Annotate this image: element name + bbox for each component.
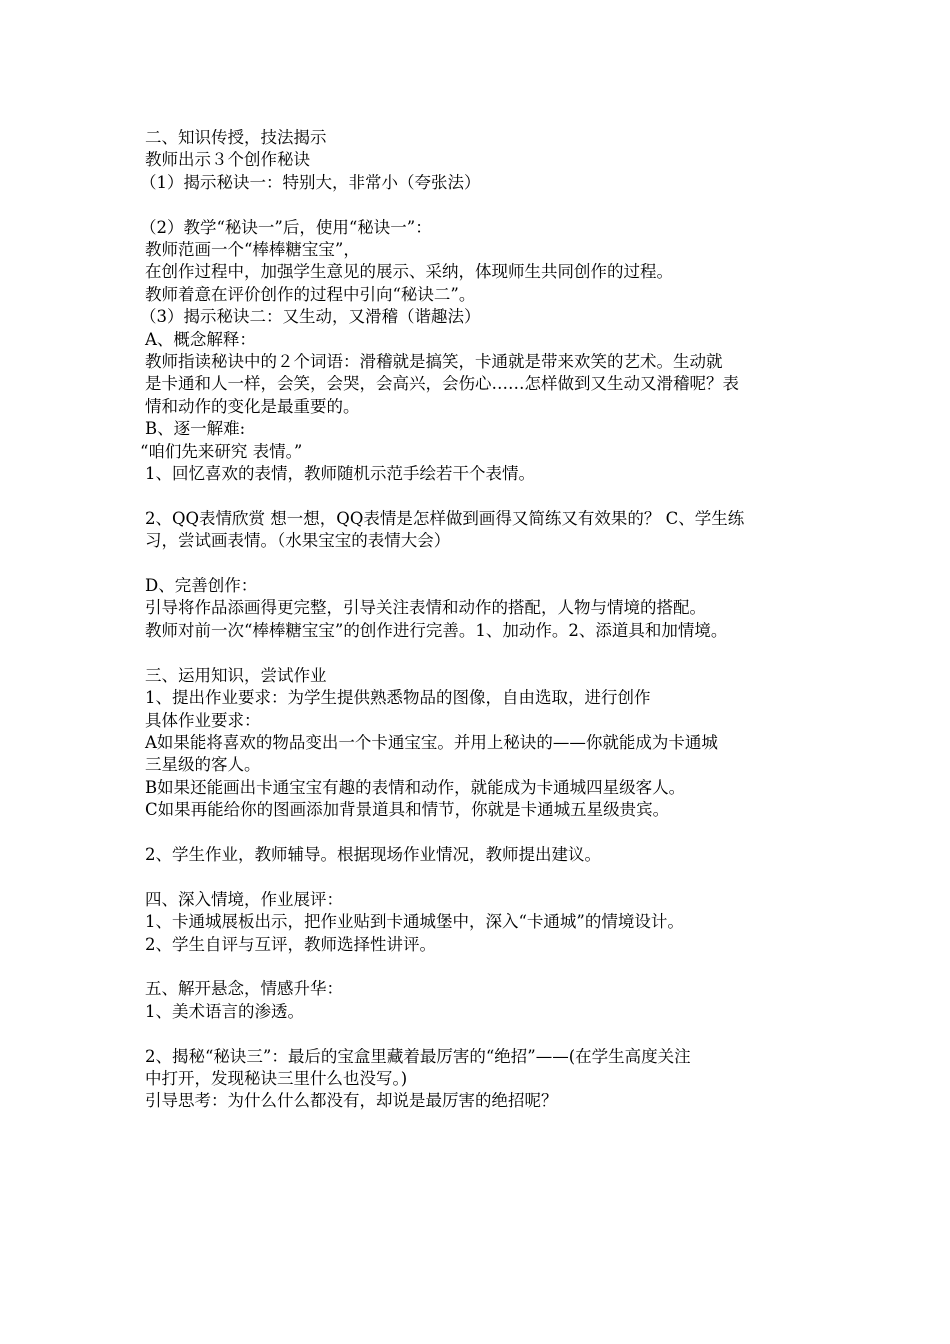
paragraph-line: 1、美术语言的渗透。: [145, 1001, 304, 1021]
paragraph-line: 引导思考：为什么什么都没有，却说是最厉害的绝招呢？: [145, 1091, 558, 1111]
section-heading-4: 四、深入情境，作业展评：: [145, 889, 343, 909]
paragraph-line: 习，尝试画表情。（水果宝宝的表情大会）: [145, 531, 451, 551]
document-body: [140, 127, 810, 1113]
paragraph-line: 2、QQ表情欣赏 想一想，QQ表情是怎样做到画得又简练又有效果的？ C、学生练: [145, 508, 745, 528]
paragraph-line: 教师出示３个创作秘诀: [145, 150, 310, 170]
paragraph-line: “咱们先来研究 表情。”: [140, 441, 303, 461]
paragraph-line: 教师着意在评价创作的过程中引向“秘诀二”。: [145, 284, 476, 304]
paragraph-line: 在创作过程中，加强学生意见的展示、采纳，体现师生共同创作的过程。: [145, 262, 673, 282]
paragraph-line: 三星级的客人。: [145, 755, 261, 775]
paragraph-line: C如果再能给你的图画添加背景道具和情节，你就是卡通城五星级贵宾。: [145, 800, 670, 820]
paragraph-line: 1、提出作业要求：为学生提供熟悉物品的图像，自由选取，进行创作: [145, 688, 651, 708]
blank-line: [145, 1023, 810, 1045]
paragraph-line: 2、学生作业，教师辅导。根据现场作业情况，教师提出建议。: [145, 844, 601, 864]
paragraph-line: A、概念解释：: [145, 329, 256, 349]
paragraph-line: （3）揭示秘诀二：又生动，又滑稽（谐趣法）: [140, 307, 481, 327]
paragraph-line: 1、卡通城展板出示，把作业贴到卡通城堡中，深入“卡通城”的情境设计。: [145, 912, 684, 932]
paragraph-line: A如果能将喜欢的物品变出一个卡通宝宝。并用上秘诀的——你就能成为卡通城: [145, 732, 718, 752]
paragraph-line: 是卡通和人一样，会笑，会哭，会高兴，会伤心……怎样做到又生动又滑稽呢？表: [145, 374, 739, 394]
paragraph-line: 教师范画一个“棒棒糖宝宝”，: [145, 240, 360, 260]
blank-line: [145, 822, 810, 844]
paragraph-line: B、逐一解难:: [145, 419, 246, 439]
blank-line: [145, 956, 810, 978]
blank-line: [145, 642, 810, 664]
paragraph-line: 2、揭秘“秘诀三”：最后的宝盒里藏着最厉害的“绝招”——(在学生高度关注: [145, 1046, 691, 1066]
section-heading-3: 三、运用知识，尝试作业: [145, 665, 327, 685]
paragraph-line: 教师指读秘诀中的２个词语：滑稽就是搞笑，卡通就是带来欢笑的艺术。生动就: [145, 352, 723, 372]
paragraph-line: （1）揭示秘诀一：特别大，非常小（夸张法）: [140, 172, 481, 192]
paragraph-line: 情和动作的变化是最重要的。: [145, 396, 360, 416]
paragraph-line: 引导将作品添画得更完整，引导关注表情和动作的搭配，人物与情境的搭配。: [145, 598, 706, 618]
section-heading-5: 五、解开悬念，情感升华：: [145, 979, 343, 999]
section-heading-2: 二、知识传授，技法揭示: [145, 128, 327, 147]
blank-line: [145, 866, 810, 888]
paragraph-line: 教师对前一次“棒棒糖宝宝”的创作进行完善。1、加动作。2、添道具和加情境。: [145, 620, 728, 640]
blank-line: [145, 553, 810, 575]
paragraph-line: 1、回忆喜欢的表情，教师随机示范手绘若干个表情。: [145, 464, 535, 484]
paragraph-line: 具体作业要求：: [145, 710, 261, 730]
paragraph-line: B如果还能画出卡通宝宝有趣的表情和动作，就能成为卡通城四星级客人。: [145, 777, 686, 797]
paragraph-line: 2、学生自评与互评，教师选择性讲评。: [145, 934, 436, 954]
paragraph-line: D、完善创作：: [145, 576, 258, 596]
blank-line: [145, 194, 810, 216]
paragraph-line: （2）教学“秘诀一”后，使用“秘诀一”：: [140, 217, 432, 237]
paragraph-line: 中打开，发现秘诀三里什么也没写。): [145, 1068, 408, 1088]
blank-line: [145, 485, 810, 507]
